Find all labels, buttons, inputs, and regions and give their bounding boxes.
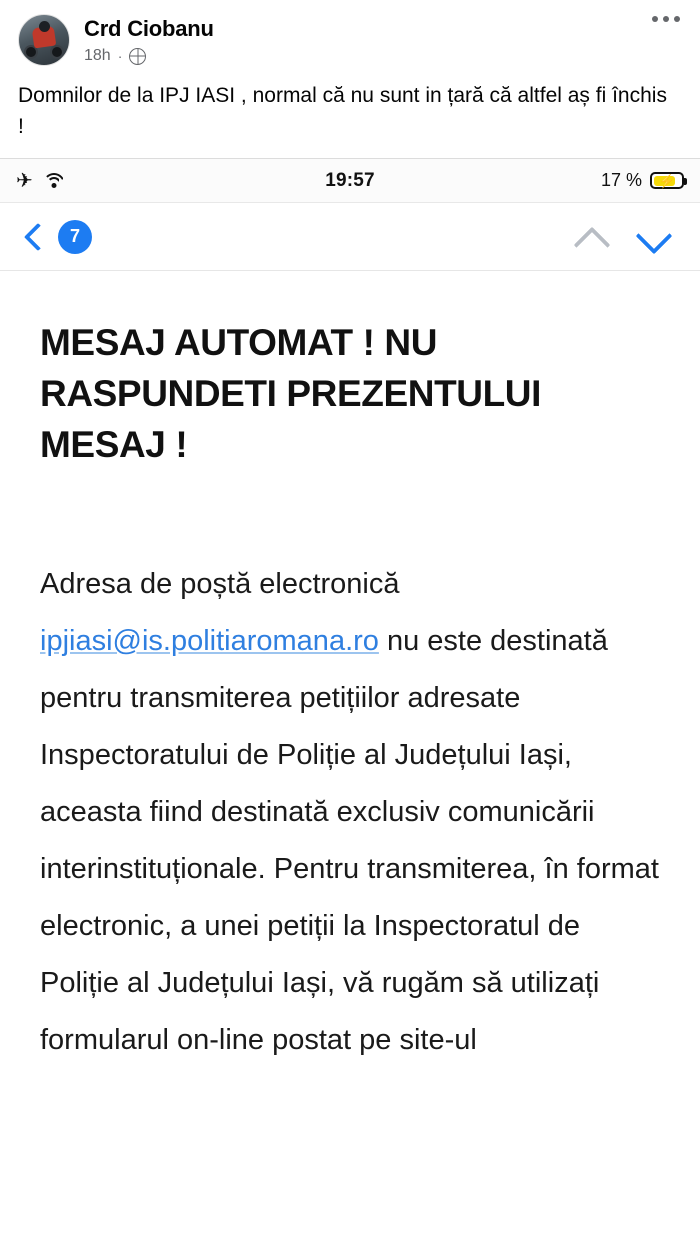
mail-text-after-link: nu este destinată pentru transmiterea petițiilor adresate Inspectoratului de Poliție al Județului Iași, aceasta fiind destinată exclusiv comunicării interinstituționale. Pentru transmiterea, în format electronic, a unei petiții la Inspectoratul de Poliție al Județului Iași, vă rugăm să utilizați formularul on-line postat pe site-ul: [40, 625, 659, 1056]
more-options-icon[interactable]: [652, 16, 680, 22]
dot: [663, 16, 669, 22]
mail-message-body: [0, 271, 700, 1069]
post-author-block: [84, 14, 214, 65]
dot: [652, 16, 658, 22]
facebook-post: [0, 0, 700, 142]
airplane-mode-icon: ✈: [16, 169, 33, 192]
status-bar-right: [601, 170, 684, 191]
status-bar-clock: 19:57: [325, 169, 375, 191]
battery-percent-label: 17 %: [600, 170, 642, 190]
post-header: [18, 14, 682, 66]
email-address-link[interactable]: ipjiasi@is.politiaromana.ro: [40, 625, 379, 657]
mail-subject-heading: MESAJ AUTOMAT ! NU RASPUNDETI PREZENTULUI MESAJ !: [40, 322, 541, 465]
unread-count-badge[interactable]: 7: [58, 220, 92, 254]
avatar-shape: [39, 21, 50, 32]
back-chevron-icon[interactable]: [24, 223, 40, 251]
post-timestamp[interactable]: 18h: [84, 47, 111, 64]
embedded-screenshot: [0, 158, 700, 1069]
battery-charging-icon: [650, 172, 684, 189]
avatar[interactable]: [18, 14, 70, 66]
bolt-glyph: ⚡: [658, 173, 676, 188]
post-meta: [84, 47, 214, 65]
phone-status-bar: [0, 159, 700, 203]
avatar-shape: [50, 45, 64, 59]
dot: [674, 16, 680, 22]
post-body-text: Domnilor de la IPJ IASI , normal că nu sunt in țară că altfel aș fi închis !: [18, 84, 667, 138]
globe-icon[interactable]: [129, 48, 146, 65]
chevron-down-icon[interactable]: [632, 215, 676, 259]
meta-separator: ·: [117, 48, 123, 64]
mail-navigation-bar: [0, 203, 700, 271]
chevron-up-icon[interactable]: [570, 215, 614, 259]
mail-paragraph: [40, 556, 660, 1069]
post-author-name[interactable]: Crd Ciobanu: [84, 16, 214, 41]
mail-text-before-link: Adresa de poștă electronică: [40, 568, 400, 600]
